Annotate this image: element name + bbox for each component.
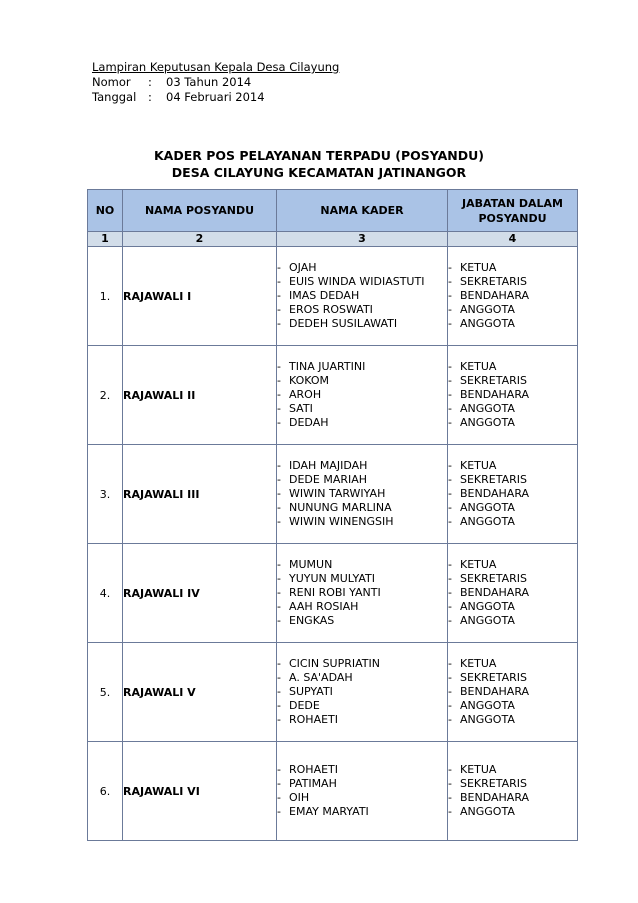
dash-bullet: -	[277, 586, 281, 599]
list-item	[277, 317, 447, 331]
list-item	[277, 600, 447, 614]
list-item	[277, 473, 447, 487]
column-number: 1	[88, 232, 123, 247]
list-item	[448, 515, 577, 529]
dash-bullet: -	[448, 791, 452, 804]
dash-bullet: -	[448, 360, 452, 373]
jabatan-list	[448, 360, 577, 430]
dash-bullet: -	[448, 275, 452, 288]
tanggal-label: Tanggal	[92, 90, 137, 104]
list-item	[448, 501, 577, 515]
list-item	[277, 763, 447, 777]
list-item	[277, 416, 447, 430]
jabatan-title: ANGGOTA	[460, 303, 515, 316]
list-item	[277, 275, 447, 289]
jabatan-title: KETUA	[460, 261, 497, 274]
jabatan-title: BENDAHARA	[460, 388, 530, 401]
document-title-line-1: KADER POS PELAYANAN TERPADU (POSYANDU)	[153, 148, 484, 163]
dash-bullet: -	[448, 374, 452, 387]
kader-list-cell	[277, 643, 448, 742]
table-row	[88, 544, 578, 643]
row-number: 1.	[88, 247, 123, 346]
jabatan-list	[448, 558, 577, 628]
dash-bullet: -	[277, 374, 281, 387]
dash-bullet: -	[277, 303, 281, 316]
dash-bullet: -	[448, 586, 452, 599]
kader-name: OJAH	[289, 261, 317, 274]
kader-list	[277, 657, 447, 727]
dash-bullet: -	[448, 671, 452, 684]
jabatan-title: SEKRETARIS	[460, 572, 527, 585]
dash-bullet: -	[277, 763, 281, 776]
kader-list-cell	[277, 247, 448, 346]
dash-bullet: -	[277, 600, 281, 613]
table-row	[88, 346, 578, 445]
jabatan-title: ANGGOTA	[460, 614, 515, 627]
dash-bullet: -	[277, 685, 281, 698]
jabatan-title: KETUA	[460, 360, 497, 373]
kader-list	[277, 360, 447, 430]
list-item	[277, 805, 447, 819]
kader-name: YUYUN MULYATI	[289, 572, 375, 585]
list-item	[448, 805, 577, 819]
kader-name: SATI	[289, 402, 313, 415]
jabatan-title: ANGGOTA	[460, 699, 515, 712]
list-item	[277, 614, 447, 628]
tanggal-line	[92, 90, 339, 105]
dash-bullet: -	[448, 402, 452, 415]
kader-name: DEDEH SUSILAWATI	[289, 317, 398, 330]
list-item	[277, 515, 447, 529]
jabatan-title: SEKRETARIS	[460, 374, 527, 387]
dash-bullet: -	[277, 614, 281, 627]
table-body	[88, 247, 578, 841]
jabatan-title: BENDAHARA	[460, 791, 530, 804]
jabatan-title: KETUA	[460, 657, 497, 670]
kader-name: ROHAETI	[289, 763, 339, 776]
dash-bullet: -	[448, 805, 452, 818]
dash-bullet: -	[448, 459, 452, 472]
list-item	[277, 699, 447, 713]
list-item	[448, 289, 577, 303]
jabatan-list	[448, 459, 577, 529]
list-item	[277, 261, 447, 275]
jabatan-title: ANGGOTA	[460, 317, 515, 330]
dash-bullet: -	[448, 473, 452, 486]
list-item	[277, 657, 447, 671]
list-item	[448, 416, 577, 430]
list-item	[448, 671, 577, 685]
list-item	[448, 303, 577, 317]
list-item	[277, 374, 447, 388]
posyandu-name: RAJAWALI V	[123, 643, 277, 742]
list-item	[277, 572, 447, 586]
tanggal-value: 04 Februari 2014	[166, 90, 265, 104]
row-number: 4.	[88, 544, 123, 643]
dash-bullet: -	[448, 558, 452, 571]
document-title	[0, 147, 638, 181]
jabatan-list	[448, 261, 577, 331]
dash-bullet: -	[448, 289, 452, 302]
table-row	[88, 643, 578, 742]
list-item	[277, 501, 447, 515]
posyandu-name: RAJAWALI VI	[123, 742, 277, 841]
nomor-separator: :	[148, 75, 152, 89]
jabatan-list-cell	[448, 544, 578, 643]
kader-name: ENGKAS	[289, 614, 335, 627]
table-row	[88, 742, 578, 841]
column-number: 2	[123, 232, 277, 247]
row-number: 3.	[88, 445, 123, 544]
table-row	[88, 247, 578, 346]
posyandu-name: RAJAWALI I	[123, 247, 277, 346]
dash-bullet: -	[277, 572, 281, 585]
list-item	[277, 558, 447, 572]
jabatan-title: ANGGOTA	[460, 501, 515, 514]
list-item	[277, 360, 447, 374]
kader-name: KOKOM	[289, 374, 330, 387]
dash-bullet: -	[277, 473, 281, 486]
kader-list	[277, 763, 447, 819]
kader-name: PATIMAH	[289, 777, 337, 790]
row-number: 6.	[88, 742, 123, 841]
list-item	[277, 671, 447, 685]
dash-bullet: -	[277, 657, 281, 670]
posyandu-name: RAJAWALI II	[123, 346, 277, 445]
dash-bullet: -	[277, 388, 281, 401]
tanggal-separator: :	[148, 90, 152, 104]
list-item	[448, 374, 577, 388]
dash-bullet: -	[277, 671, 281, 684]
kader-name: AROH	[289, 388, 322, 401]
kader-name: EUIS WINDA WIDIASTUTI	[289, 275, 425, 288]
list-item	[277, 303, 447, 317]
column-number: 4	[448, 232, 578, 247]
dash-bullet: -	[277, 791, 281, 804]
dash-bullet: -	[448, 699, 452, 712]
column-number-row	[88, 232, 578, 247]
nomor-label: Nomor	[92, 75, 131, 89]
kader-name: DEDE	[289, 699, 320, 712]
list-item	[277, 685, 447, 699]
list-item	[448, 360, 577, 374]
dash-bullet: -	[448, 487, 452, 500]
list-item	[448, 657, 577, 671]
kader-name: RENI ROBI YANTI	[289, 586, 381, 599]
header-nama-posyandu: NAMA POSYANDU	[123, 190, 277, 232]
table-header-row	[88, 190, 578, 232]
dash-bullet: -	[277, 558, 281, 571]
attachment-title: Lampiran Keputusan Kepala Desa Cilayung	[92, 60, 340, 74]
jabatan-title: SEKRETARIS	[460, 275, 527, 288]
attachment-header	[92, 60, 339, 105]
dash-bullet: -	[277, 317, 281, 330]
dash-bullet: -	[277, 416, 281, 429]
list-item	[277, 586, 447, 600]
jabatan-title: ANGGOTA	[460, 515, 515, 528]
dash-bullet: -	[277, 515, 281, 528]
jabatan-list	[448, 763, 577, 819]
dash-bullet: -	[448, 261, 452, 274]
list-item	[277, 777, 447, 791]
dash-bullet: -	[277, 275, 281, 288]
jabatan-title: ANGGOTA	[460, 805, 515, 818]
list-item	[277, 402, 447, 416]
kader-name: ROHAETI	[289, 713, 339, 726]
jabatan-list-cell	[448, 346, 578, 445]
jabatan-title: SEKRETARIS	[460, 777, 527, 790]
list-item	[448, 402, 577, 416]
list-item	[448, 699, 577, 713]
header-jabatan: JABATAN DALAM POSYANDU	[448, 190, 578, 232]
jabatan-title: BENDAHARA	[460, 685, 530, 698]
list-item	[448, 586, 577, 600]
list-item	[448, 459, 577, 473]
dash-bullet: -	[448, 416, 452, 429]
table-row	[88, 445, 578, 544]
kader-name: EROS ROSWATI	[289, 303, 373, 316]
column-number: 3	[277, 232, 448, 247]
kader-list-cell	[277, 742, 448, 841]
list-item	[448, 763, 577, 777]
jabatan-title: KETUA	[460, 459, 497, 472]
posyandu-name: RAJAWALI III	[123, 445, 277, 544]
list-item	[277, 459, 447, 473]
jabatan-title: BENDAHARA	[460, 586, 530, 599]
header-no: NO	[88, 190, 123, 232]
jabatan-list-cell	[448, 445, 578, 544]
kader-list-cell	[277, 544, 448, 643]
list-item	[277, 791, 447, 805]
header-nama-kader: NAMA KADER	[277, 190, 448, 232]
list-item	[448, 473, 577, 487]
dash-bullet: -	[448, 515, 452, 528]
dash-bullet: -	[448, 572, 452, 585]
jabatan-list	[448, 657, 577, 727]
dash-bullet: -	[448, 777, 452, 790]
kader-name: WIWIN WINENGSIH	[289, 515, 394, 528]
kader-name: NUNUNG MARLINA	[289, 501, 392, 514]
kader-name: SUPYATI	[289, 685, 333, 698]
list-item	[277, 713, 447, 727]
list-item	[448, 572, 577, 586]
jabatan-title: BENDAHARA	[460, 487, 530, 500]
posyandu-name: RAJAWALI IV	[123, 544, 277, 643]
row-number: 2.	[88, 346, 123, 445]
nomor-line	[92, 75, 339, 90]
list-item	[448, 558, 577, 572]
nomor-value: 03 Tahun 2014	[166, 75, 252, 89]
kader-name: TINA JUARTINI	[289, 360, 366, 373]
list-item	[448, 317, 577, 331]
list-item	[448, 614, 577, 628]
jabatan-title: KETUA	[460, 763, 497, 776]
kader-name: OIH	[289, 791, 310, 804]
kader-name: MUMUN	[289, 558, 333, 571]
dash-bullet: -	[277, 360, 281, 373]
kader-name: A. SA'ADAH	[289, 671, 353, 684]
list-item	[277, 289, 447, 303]
list-item	[448, 261, 577, 275]
list-item	[448, 487, 577, 501]
dash-bullet: -	[448, 713, 452, 726]
dash-bullet: -	[448, 685, 452, 698]
kader-list-cell	[277, 445, 448, 544]
jabatan-title: ANGGOTA	[460, 416, 515, 429]
kader-name: CICIN SUPRIATIN	[289, 657, 380, 670]
dash-bullet: -	[277, 777, 281, 790]
dash-bullet: -	[448, 501, 452, 514]
dash-bullet: -	[277, 402, 281, 415]
kader-name: WIWIN TARWIYAH	[289, 487, 386, 500]
kader-name: IMAS DEDAH	[289, 289, 360, 302]
dash-bullet: -	[277, 459, 281, 472]
posyandu-table	[87, 189, 578, 841]
dash-bullet: -	[448, 657, 452, 670]
dash-bullet: -	[448, 388, 452, 401]
dash-bullet: -	[277, 501, 281, 514]
dash-bullet: -	[448, 600, 452, 613]
jabatan-title: ANGGOTA	[460, 713, 515, 726]
list-item	[448, 600, 577, 614]
document-title-line-2: DESA CILAYUNG KECAMATAN JATINANGOR	[171, 165, 467, 180]
dash-bullet: -	[448, 317, 452, 330]
jabatan-title: KETUA	[460, 558, 497, 571]
dash-bullet: -	[277, 699, 281, 712]
dash-bullet: -	[277, 805, 281, 818]
list-item	[277, 388, 447, 402]
jabatan-list-cell	[448, 247, 578, 346]
jabatan-title: SEKRETARIS	[460, 473, 527, 486]
dash-bullet: -	[448, 614, 452, 627]
list-item	[448, 791, 577, 805]
dash-bullet: -	[277, 713, 281, 726]
kader-name: EMAY MARYATI	[289, 805, 369, 818]
list-item	[448, 388, 577, 402]
kader-list	[277, 459, 447, 529]
list-item	[448, 275, 577, 289]
list-item	[448, 713, 577, 727]
jabatan-title: SEKRETARIS	[460, 671, 527, 684]
kader-name: DEDAH	[289, 416, 329, 429]
list-item	[277, 487, 447, 501]
kader-list	[277, 558, 447, 628]
kader-list	[277, 261, 447, 331]
list-item	[448, 685, 577, 699]
kader-name: AAH ROSIAH	[289, 600, 359, 613]
dash-bullet: -	[448, 303, 452, 316]
dash-bullet: -	[448, 763, 452, 776]
jabatan-list-cell	[448, 643, 578, 742]
jabatan-title: ANGGOTA	[460, 402, 515, 415]
jabatan-title: ANGGOTA	[460, 600, 515, 613]
kader-name: DEDE MARIAH	[289, 473, 368, 486]
jabatan-title: BENDAHARA	[460, 289, 530, 302]
jabatan-list-cell	[448, 742, 578, 841]
row-number: 5.	[88, 643, 123, 742]
list-item	[448, 777, 577, 791]
dash-bullet: -	[277, 289, 281, 302]
kader-list-cell	[277, 346, 448, 445]
dash-bullet: -	[277, 487, 281, 500]
dash-bullet: -	[277, 261, 281, 274]
kader-name: IDAH MAJIDAH	[289, 459, 368, 472]
